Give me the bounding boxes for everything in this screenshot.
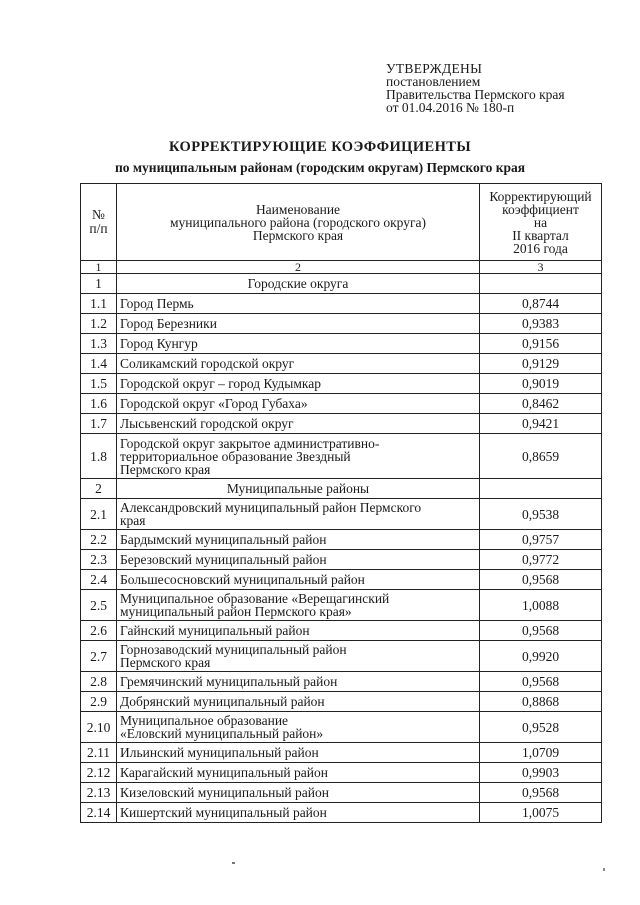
row-name: Большесосновский муниципальный район bbox=[117, 570, 480, 590]
row-number: 1.3 bbox=[81, 334, 117, 354]
row-name-line: Пермского края bbox=[120, 461, 211, 477]
row-value: 0,9568 bbox=[480, 783, 602, 803]
row-name: Кизеловский муниципальный район bbox=[117, 783, 480, 803]
table-row bbox=[81, 672, 602, 692]
row-value: 0,8868 bbox=[480, 692, 602, 712]
row-value: 0,9568 bbox=[480, 570, 602, 590]
row-name: Город Пермь bbox=[117, 294, 480, 314]
row-value: 1,0088 bbox=[480, 590, 602, 621]
row-number: 2.3 bbox=[81, 550, 117, 570]
column-index-row bbox=[81, 261, 602, 274]
row-value: 0,9156 bbox=[480, 334, 602, 354]
row-number: 2.9 bbox=[81, 692, 117, 712]
header-text: Корректирующий bbox=[489, 188, 592, 204]
row-number: 2 bbox=[81, 479, 117, 499]
row-value: 1,0075 bbox=[480, 803, 602, 823]
row-number: 2.1 bbox=[81, 499, 117, 530]
row-value: 0,9920 bbox=[480, 641, 602, 672]
row-value: 0,8744 bbox=[480, 294, 602, 314]
approval-date-line: от 01.04.2016 № 180-п bbox=[386, 100, 515, 115]
row-name-line: Муниципальное образование «Верещагинский bbox=[120, 591, 390, 606]
table-row bbox=[81, 763, 602, 783]
row-name bbox=[117, 434, 480, 479]
row-name bbox=[117, 499, 480, 530]
row-number: 2.10 bbox=[81, 712, 117, 743]
column-index: 1 bbox=[81, 261, 117, 274]
table-header-row bbox=[81, 184, 602, 261]
row-name bbox=[117, 641, 480, 672]
table-row bbox=[81, 550, 602, 570]
row-value: 1,0709 bbox=[480, 743, 602, 763]
header-number bbox=[81, 184, 117, 261]
table-row bbox=[81, 743, 602, 763]
header-text: п/п bbox=[89, 221, 108, 236]
table-row bbox=[81, 314, 602, 334]
table-row bbox=[81, 590, 602, 621]
row-name: Лысьвенский городской округ bbox=[117, 414, 480, 434]
row-value: 0,9421 bbox=[480, 414, 602, 434]
column-index: 3 bbox=[480, 261, 602, 274]
row-value: 0,8462 bbox=[480, 394, 602, 414]
row-name: Кишертский муниципальный район bbox=[117, 803, 480, 823]
row-number: 1.4 bbox=[81, 354, 117, 374]
row-value: 0,9528 bbox=[480, 712, 602, 743]
row-number: 1.7 bbox=[81, 414, 117, 434]
coefficients-table bbox=[80, 183, 602, 823]
row-number: 1.5 bbox=[81, 374, 117, 394]
row-number: 2.7 bbox=[81, 641, 117, 672]
section-title: Муниципальные районы bbox=[117, 479, 480, 499]
row-value: 0,9568 bbox=[480, 621, 602, 641]
row-name-line: края bbox=[120, 513, 146, 528]
section-row bbox=[81, 274, 602, 294]
row-value: 0,9757 bbox=[480, 530, 602, 550]
row-number: 2.8 bbox=[81, 672, 117, 692]
row-name: Город Березники bbox=[117, 314, 480, 334]
empty-cell bbox=[480, 274, 602, 294]
column-index: 2 bbox=[117, 261, 480, 274]
row-name-line: Горнозаводский муниципальный район bbox=[120, 642, 347, 657]
row-number: 2.5 bbox=[81, 590, 117, 621]
table-row bbox=[81, 354, 602, 374]
row-value: 0,9538 bbox=[480, 499, 602, 530]
table-row bbox=[81, 803, 602, 823]
row-name: Гремячинский муниципальный район bbox=[117, 672, 480, 692]
row-number: 2.13 bbox=[81, 783, 117, 803]
table-row bbox=[81, 783, 602, 803]
scan-speck bbox=[232, 862, 235, 864]
row-name: Соликамский городской округ bbox=[117, 354, 480, 374]
row-name-line: Пермского края bbox=[120, 655, 211, 670]
header-text: на bbox=[533, 214, 548, 230]
row-number: 2.6 bbox=[81, 621, 117, 641]
row-number: 2.2 bbox=[81, 530, 117, 550]
scan-speck bbox=[603, 868, 605, 871]
row-name-line: территориальное образование Звездный bbox=[120, 448, 351, 464]
row-number: 2.14 bbox=[81, 803, 117, 823]
table-row bbox=[81, 434, 602, 479]
table-row bbox=[81, 394, 602, 414]
row-name bbox=[117, 590, 480, 621]
row-value: 0,9383 bbox=[480, 314, 602, 334]
row-value: 0,8659 bbox=[480, 434, 602, 479]
row-number: 1.2 bbox=[81, 314, 117, 334]
header-text: Наименование bbox=[255, 201, 341, 217]
header-text: Пермского края bbox=[252, 227, 344, 243]
table-row bbox=[81, 294, 602, 314]
header-name bbox=[117, 184, 480, 261]
row-name: Городской округ «Город Губаха» bbox=[117, 394, 480, 414]
approval-stamp bbox=[386, 62, 565, 114]
table-row bbox=[81, 374, 602, 394]
row-number: 2.11 bbox=[81, 743, 117, 763]
row-name: Карагайский муниципальный район bbox=[117, 763, 480, 783]
header-text: 2016 года bbox=[513, 240, 568, 256]
row-name: Город Кунгур bbox=[117, 334, 480, 354]
row-name-line: Городской округ закрытое административно- bbox=[120, 435, 380, 451]
document-subtitle: по муниципальным районам (городским округам) Пермского края bbox=[114, 160, 526, 175]
row-name: Городской округ – город Кудымкар bbox=[117, 374, 480, 394]
row-number: 2.12 bbox=[81, 763, 117, 783]
row-name: Бардымский муниципальный район bbox=[117, 530, 480, 550]
row-name-line: муниципальный район Пермского края» bbox=[120, 604, 352, 619]
row-value: 0,9019 bbox=[480, 374, 602, 394]
table-row bbox=[81, 641, 602, 672]
table-row bbox=[81, 334, 602, 354]
row-value: 0,9568 bbox=[480, 672, 602, 692]
section-row bbox=[81, 479, 602, 499]
approval-line: постановлением bbox=[386, 74, 481, 89]
row-name: Добрянский муниципальный район bbox=[117, 692, 480, 712]
document-title: КОРРЕКТИРУЮЩИЕ КОЭФФИЦИЕНТЫ bbox=[169, 139, 471, 155]
row-value: 0,9129 bbox=[480, 354, 602, 374]
row-name: Ильинский муниципальный район bbox=[117, 743, 480, 763]
row-number: 1.1 bbox=[81, 294, 117, 314]
row-name bbox=[117, 712, 480, 743]
table-row bbox=[81, 692, 602, 712]
row-name-line: «Еловский муниципальный район» bbox=[120, 726, 324, 741]
row-value: 0,9903 bbox=[480, 763, 602, 783]
row-number: 2.4 bbox=[81, 570, 117, 590]
header-text: коэффициент bbox=[502, 201, 579, 217]
section-title: Городские округа bbox=[117, 274, 480, 294]
approval-heading: УТВЕРЖДЕНЫ bbox=[386, 61, 483, 76]
table-row bbox=[81, 570, 602, 590]
approval-line: Правительства Пермского края bbox=[386, 87, 565, 102]
table-row bbox=[81, 530, 602, 550]
header-coefficient bbox=[480, 184, 602, 261]
row-number: 1 bbox=[81, 274, 117, 294]
empty-cell bbox=[480, 479, 602, 499]
header-text: II квартал bbox=[512, 227, 569, 243]
row-number: 1.8 bbox=[81, 434, 117, 479]
table-row bbox=[81, 621, 602, 641]
header-text: муниципального района (городского округа) bbox=[169, 214, 427, 230]
row-value: 0,9772 bbox=[480, 550, 602, 570]
row-name: Березовский муниципальный район bbox=[117, 550, 480, 570]
row-name: Гайнский муниципальный район bbox=[117, 621, 480, 641]
row-name-line: Муниципальное образование bbox=[120, 713, 289, 728]
row-name-line: Александровский муниципальный район Пермского bbox=[120, 500, 422, 515]
header-text: № bbox=[92, 207, 105, 222]
table-row bbox=[81, 414, 602, 434]
table-row bbox=[81, 712, 602, 743]
row-number: 1.6 bbox=[81, 394, 117, 414]
table-row bbox=[81, 499, 602, 530]
